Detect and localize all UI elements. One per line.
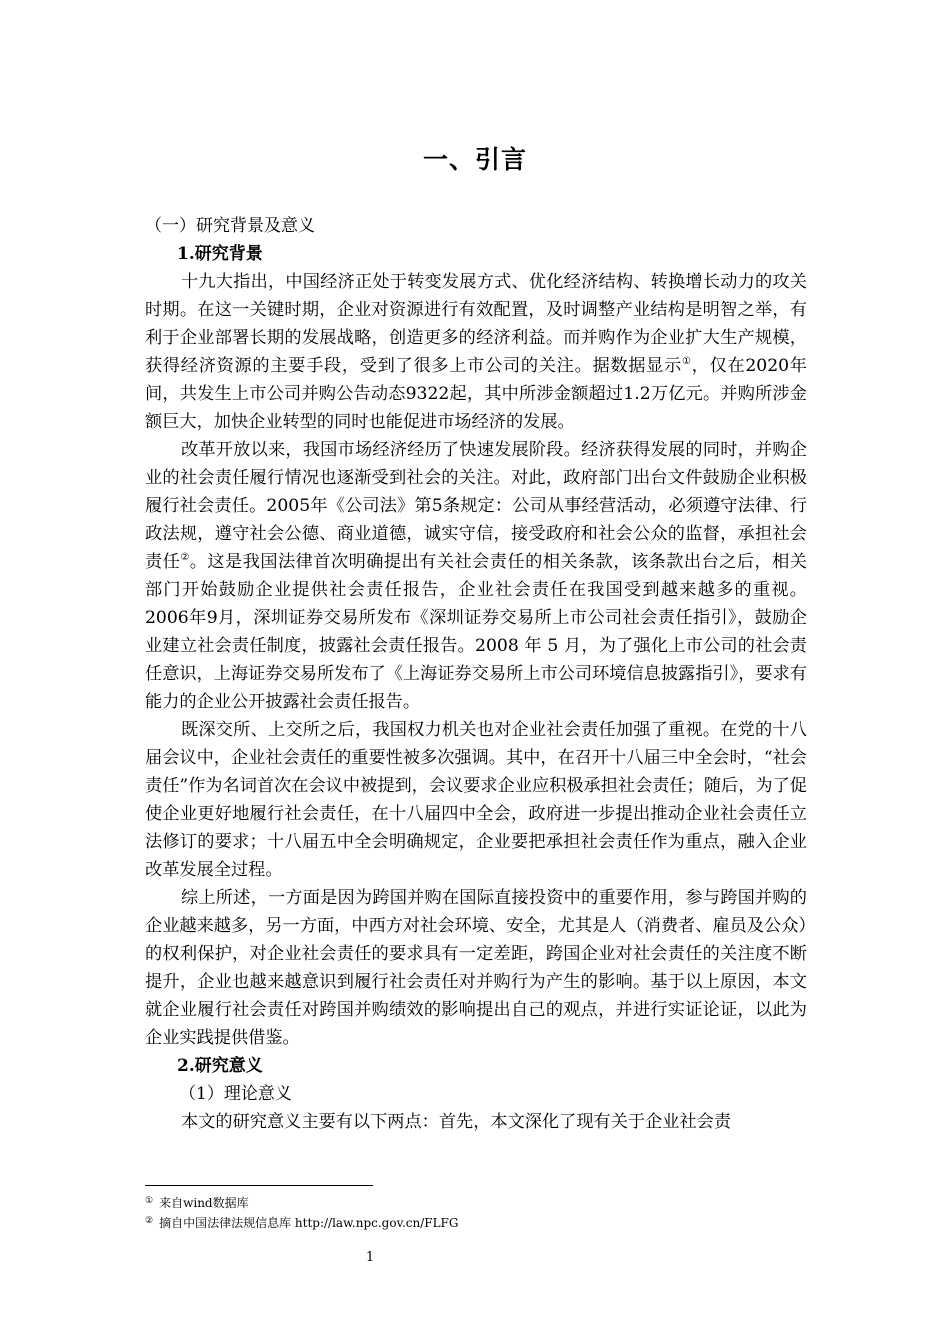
paragraph-1-part-a: 十九大指出，中国经济正处于转变发展方式、优化经济结构、转换增长动力的攻关时期。在这一关键时期，企业对资源进行有效配置，及时调整产业结构是明智之举，有利于企业部署长期的发展战略，创造更多的经济利益。而并购作为企业扩大生产规模，获得经济资源的主要手段，受到了很多上市公司的关注。据数据显示 (145, 272, 807, 376)
footnote-ref-1[interactable]: ① (681, 356, 692, 367)
footnote-mark-2: ② (145, 1216, 154, 1226)
footnote-text-2: 摘自中国法律法规信息库 http://law.npc.gov.cn/FLFG (159, 1216, 459, 1230)
footnote-text-1: 来自wind数据库 (159, 1196, 249, 1210)
paragraph-2 (145, 436, 807, 716)
paragraph-1-part-b: ，仅在2020年间，共发生上市公司并购公告动态9322起，其中所涉金额超过1.2万亿元。并购所涉金额巨大，加快企业转型的同时也能促进市场经济的发展。 (145, 356, 807, 432)
section-heading: （一）研究背景及意义 (145, 216, 315, 236)
subsection-heading-significance: 2.研究意义 (177, 1056, 263, 1076)
paragraph-5: 本文的研究意义主要有以下两点：首先，本文深化了现有关于企业社会责 (181, 1112, 732, 1132)
footnote-1 (145, 1192, 807, 1212)
paragraph-3: 既深交所、上交所之后，我国权力机关也对企业社会责任加强了重视。在党的十八届会议中，企业社会责任的重要性被多次强调。其中，在召开十八届三中全会时，“社会责任”作为名词首次在会议中被提到，会议要求企业应积极承担社会责任；随后，为了促使企业更好地履行社会责任，在十八届四中全会，政府进一步提出推动企业社会责任立法修订的要求；十八届五中全会明确规定，企业要把承担社会责任作为重点，融入企业改革发展全过程。 (145, 720, 807, 880)
paragraph-4: 综上所述，一方面是因为跨国并购在国际直接投资中的重要作用，参与跨国并购的企业越来越多，另一方面，中西方对社会环境、安全，尤其是人（消费者、雇员及公众）的权利保护，对企业社会责任的要求具有一定差距，跨国企业对社会责任的关注度不断提升，企业也越来越意识到履行社会责任对并购行为产生的影响。基于以上原因，本文就企业履行社会责任对跨国并购绩效的影响提出自己的观点，并进行实证论证，以此为企业实践提供借鉴。 (145, 888, 807, 1048)
body-text (145, 212, 807, 1136)
chapter-title: 一、引言 (422, 145, 527, 174)
paragraph-1 (145, 268, 807, 436)
paragraph-2-part-a: 改革开放以来，我国市场经济经历了快速发展阶段。经济获得发展的同时，并购企业的社会责任履行情况也逐渐受到社会的关注。对此，政府部门出台文件鼓励企业积极履行社会责任。2005年《公司法》第5条规定：公司从事经营活动，必须遵守法律、行政法规，遵守社会公德、商业道德，诚实守信，接受政府和社会公众的监督，承担社会责任 (145, 440, 807, 572)
footnote-divider (145, 1185, 373, 1186)
page-number: 1 (365, 1250, 375, 1265)
item-heading-theoretical: （1）理论意义 (179, 1084, 292, 1104)
subsection-heading-background: 1.研究背景 (177, 244, 263, 264)
footnotes (145, 1192, 807, 1232)
footnote-ref-2[interactable]: ② (180, 552, 190, 563)
footnote-mark-1: ① (145, 1196, 154, 1206)
paragraph-2-part-b: 。这是我国法律首次明确提出有关社会责任的相关条款，该条款出台之后，相关部门开始鼓励企业提供社会责任报告，企业社会责任在我国受到越来越多的重视。2006年9月，深圳证券交易所发布《深圳证券交易所上市公司社会责任指引》，鼓励企业建立社会责任制度，披露社会责任报告。2008 年 5 月，为了强化上市公司的社会责任意识，上海证券交易所发布了《上海证券交易所上市公司环境信息披露指引》，要求有能力的企业公开披露社会责任报告。 (145, 552, 807, 712)
footnote-2 (145, 1212, 807, 1232)
